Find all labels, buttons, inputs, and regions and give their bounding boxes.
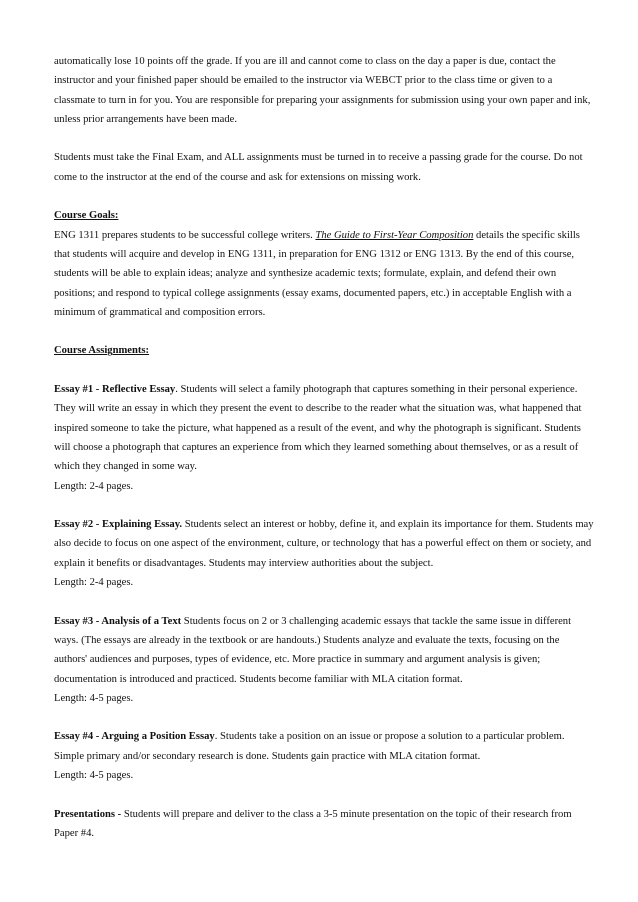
course-goals-heading: Course Goals: bbox=[54, 210, 119, 222]
essay-3-text bbox=[54, 612, 594, 689]
assignment-essay-3 bbox=[54, 612, 594, 708]
course-goals-text bbox=[54, 226, 594, 322]
essay-4-body: . Students take a position on an issue or propose a solution to a particular problem. Simple primary and/or secondary research is done. Students gain practice with MLA citation format. bbox=[54, 731, 565, 762]
goals-text-after: details the specific skills that students will acquire and develop in ENG 1311, in preparation for ENG 1312 or ENG 1313. By the end of this course, students will be able to explain ideas; analyze and synthesize academic texts; formulate, explain, and defend their own positions; and respond to typical college assignments (essay exams, documented papers, etc.) in acceptable English with a minimum of grammatical and composition errors. bbox=[54, 229, 580, 318]
essay-4-title: Essay #4 - Arguing a Position Essay bbox=[54, 731, 215, 743]
essay-3-length: Length: 4-5 pages. bbox=[54, 692, 134, 704]
essay-2-body: Students select an interest or hobby, define it, and explain its importance for them. Students may also decide to focus on one aspect of the environment, culture, or technology that has a powerful effect on them or society, and explain it benefits or disadvantages. Students may interview authorities about the subject. bbox=[54, 519, 594, 569]
document-page bbox=[54, 52, 594, 862]
presentations-text bbox=[54, 805, 594, 844]
assignment-essay-1 bbox=[54, 380, 594, 496]
essay-1-text bbox=[54, 380, 594, 476]
essay-1-length: Length: 2-4 pages. bbox=[54, 480, 134, 492]
essay-4-length: Length: 4-5 pages. bbox=[54, 769, 134, 781]
assignment-presentations bbox=[54, 805, 594, 844]
essay-1-title: Essay #1 - Reflective Essay bbox=[54, 384, 176, 396]
essay-2-title: Essay #2 - Explaining Essay. bbox=[54, 519, 183, 531]
essay-3-title: Essay #3 - Analysis of a Text bbox=[54, 615, 182, 627]
course-goals-section bbox=[54, 206, 594, 322]
presentations-title: Presentations - bbox=[54, 808, 122, 820]
intro-paragraph-2: Students must take the Final Exam, and ALL assignments must be turned in to receive a passing grade for the course. Do not come to the instructor at the end of the course and ask for extensions on missing work. bbox=[54, 152, 583, 183]
essay-4-text bbox=[54, 727, 594, 766]
course-assignments-heading: Course Assignments: bbox=[54, 345, 150, 357]
essay-1-body: . Students will select a family photograph that captures something in their personal experience. They will write an essay in which they present the event to describe to the reader what the situation was, what happened that inspired someone to take the picture, what happened as a result of the event, and why the photograph is significant. Students will choose a photograph that captures an experience from which they learned something about themselves, or as a result of which they changed in some way. bbox=[54, 384, 582, 473]
goals-text-before: ENG 1311 prepares students to be successful college writers. bbox=[54, 229, 316, 241]
presentations-body: Students will prepare and deliver to the class a 3-5 minute presentation on the topic of their research from Paper #4. bbox=[54, 808, 572, 839]
assignment-essay-2 bbox=[54, 515, 594, 592]
assignment-essay-4 bbox=[54, 727, 594, 785]
guide-book-title: The Guide to First-Year Composition bbox=[315, 229, 474, 241]
essay-2-text bbox=[54, 515, 594, 573]
intro-paragraph-1: automatically lose 10 points off the grade. If you are ill and cannot come to class on the day a paper is due, contact the instructor and your finished paper should be emailed to the instructor via WEBCT prior to the class time or given to a classmate to turn in for you. You are responsible for preparing your assignments for submission using your own paper and ink, unless prior arrangements have been made. bbox=[54, 56, 591, 125]
essay-2-length: Length: 2-4 pages. bbox=[54, 577, 134, 589]
essay-3-body: Students focus on 2 or 3 challenging academic essays that tackle the same issue in different ways. (The essays are already in the textbook or are handouts.) Students analyze and evaluate the texts, focusing on the authors' audiences and purposes, types of evidence, etc. More practice in summary and argument analysis is given; documentation is introduced and practiced. Students become familiar with MLA citation format. bbox=[54, 615, 572, 685]
